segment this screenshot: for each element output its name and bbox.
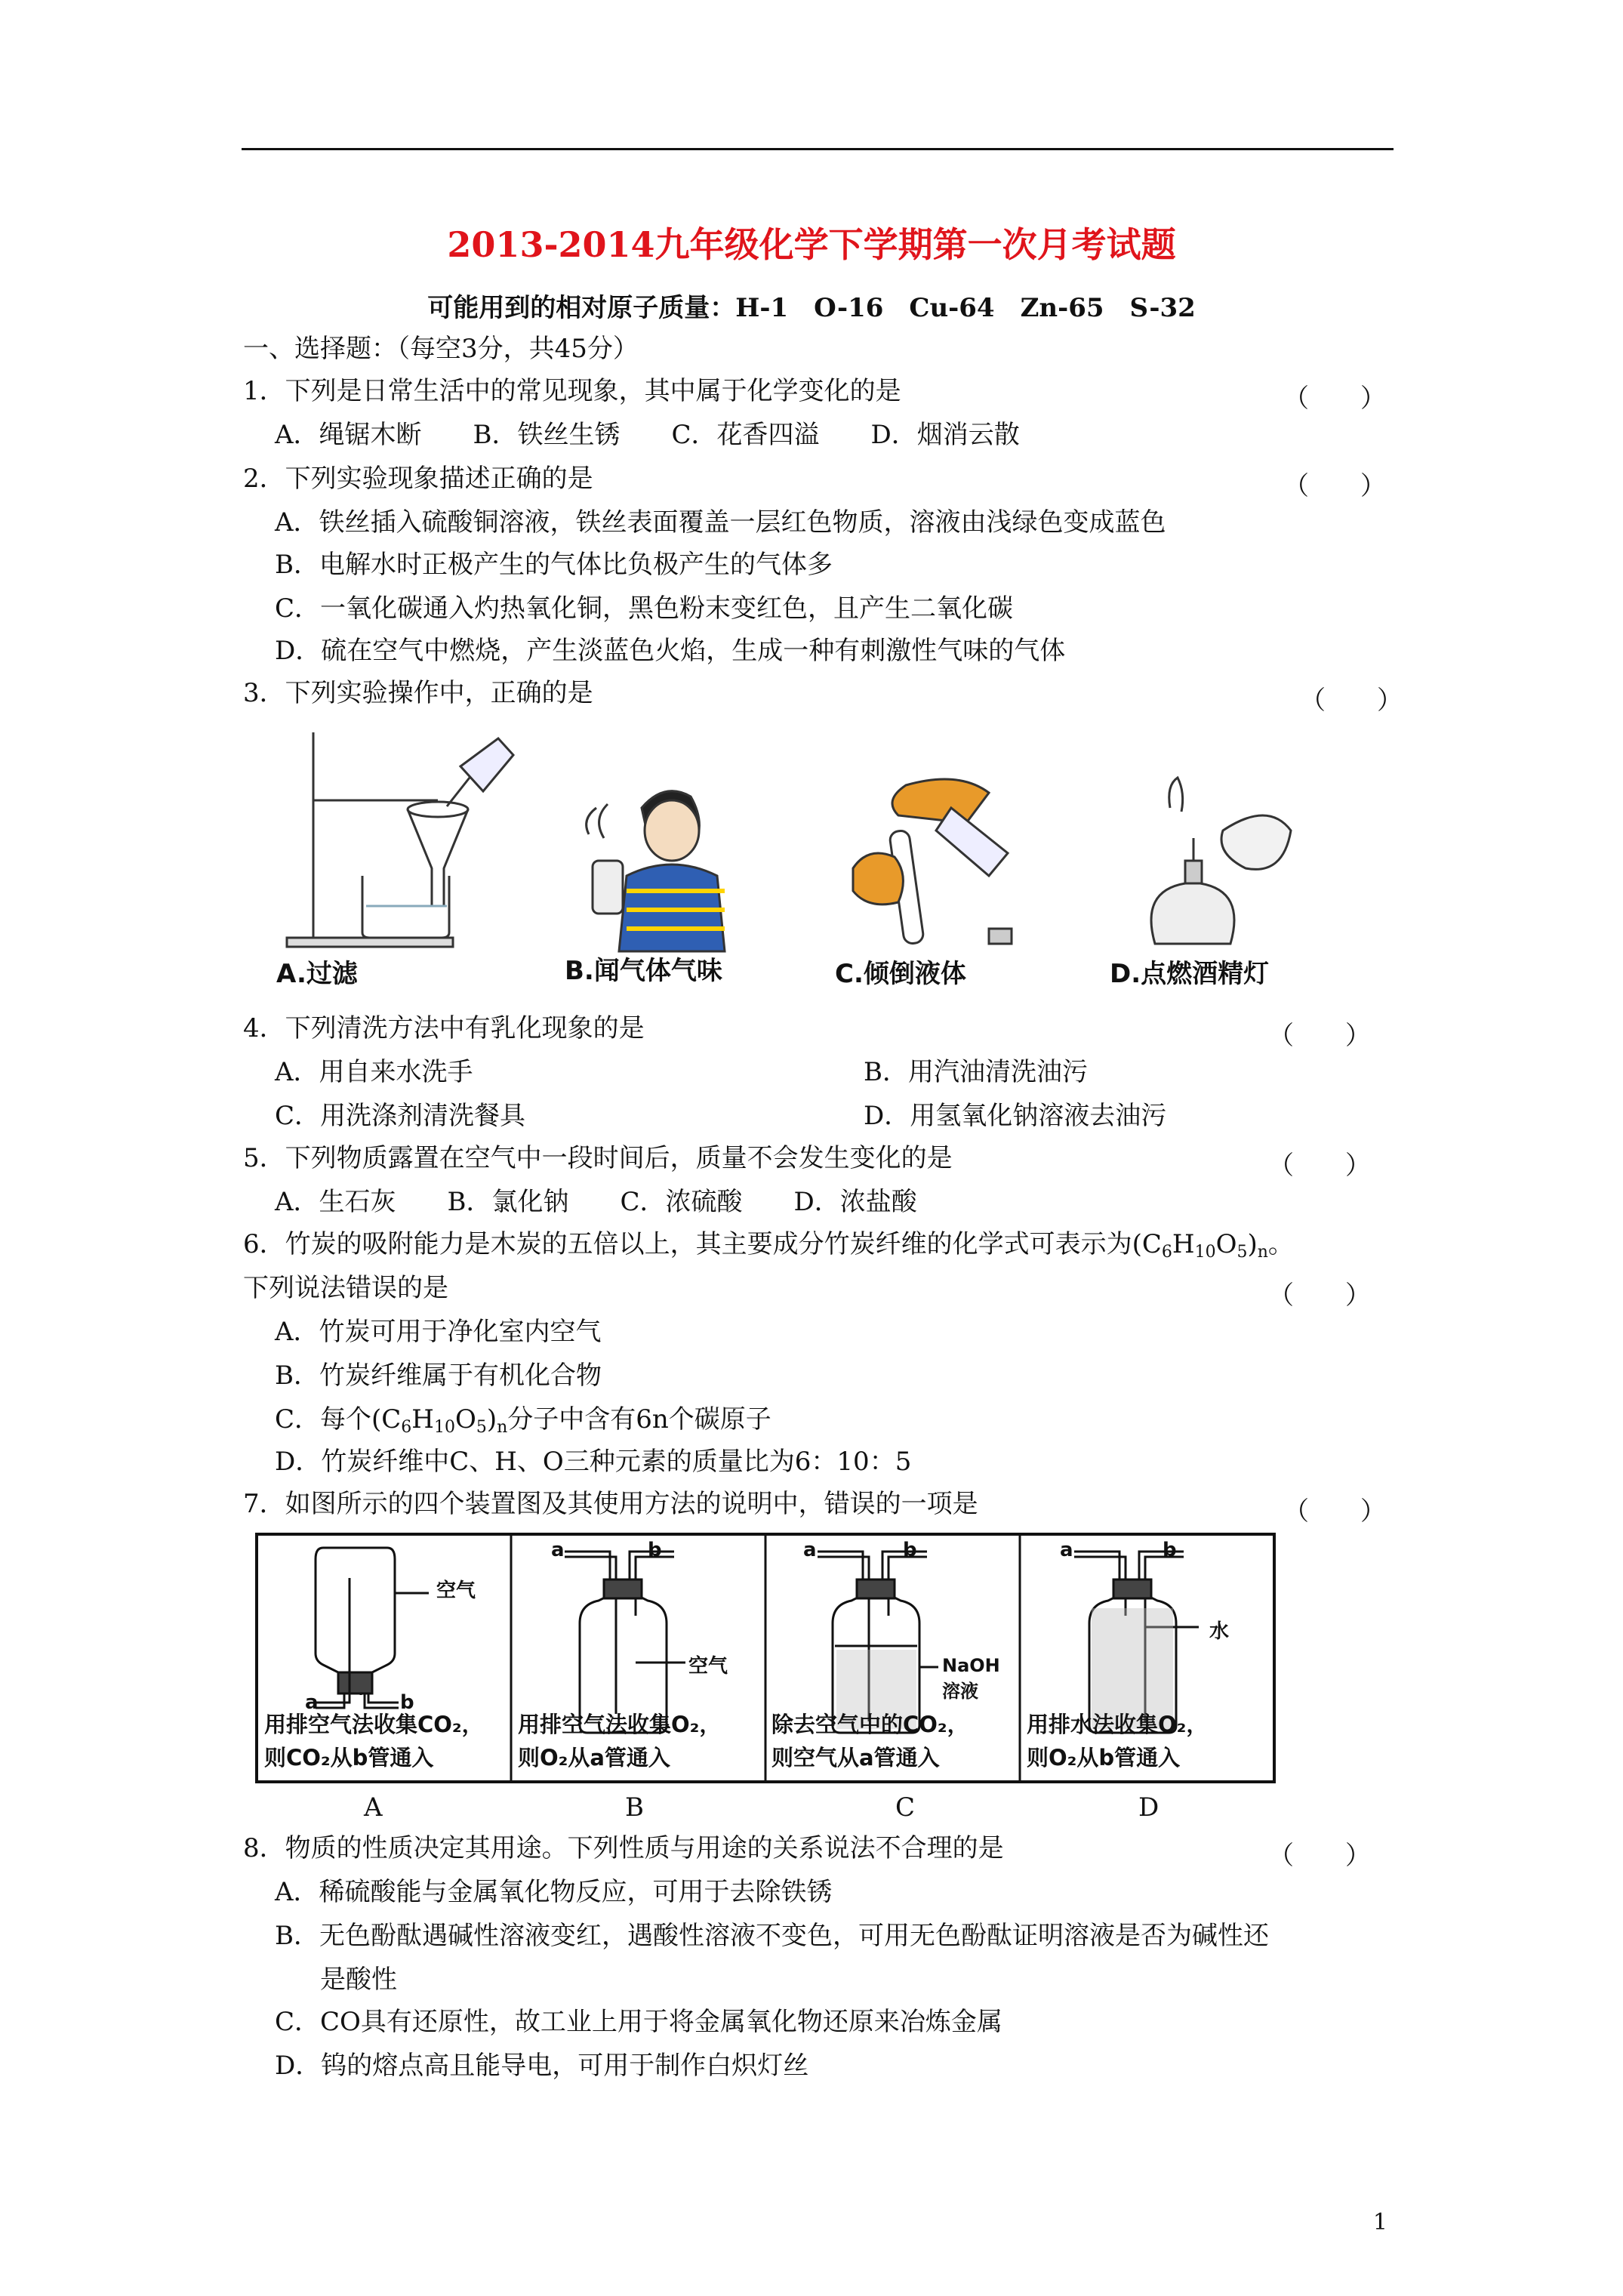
section-heading: 一、选择题：（每空3分，共45分）	[243, 334, 639, 364]
smell-gas-figure	[566, 778, 732, 951]
label-b-d: b	[1163, 1539, 1177, 1561]
q7-box-b-line1: 用排空气法收集O₂，	[518, 1712, 722, 1737]
q7-stem: 7．如图所示的四个装置图及其使用方法的说明中，错误的一项是	[243, 1489, 978, 1519]
q4-answer-blank: （ ）	[1268, 1021, 1371, 1051]
q5-stem: 5．下列物质露置在空气中一段时间后，质量不会发生变化的是	[243, 1143, 953, 1173]
q4-option-a: A．用自来水洗手	[275, 1057, 473, 1087]
q2-option-c: C．一氧化碳通入灼热氧化铜，黑色粉末变红色，且产生二氧化碳	[275, 593, 1014, 624]
q8-stem: 8．物质的性质决定其用途。下列性质与用途的关系说法不合理的是	[243, 1833, 1004, 1863]
q2-option-d: D．硫在空气中燃烧，产生淡蓝色火焰，生成一种有刺激性气味的气体	[275, 636, 1066, 666]
q7-box-d-line2: 则O₂从b管通入	[1027, 1745, 1181, 1771]
label-b-b: b	[648, 1539, 662, 1561]
q1-options: A．绳锯木断 B．铁丝生锈 C．花香四溢 D．烟消云散	[275, 420, 1020, 450]
atomic-masses: 可能用到的相对原子质量：H-1 O-16 Cu-64 Zn-65 S-32	[427, 293, 1196, 323]
q8-option-c: C．CO具有还原性，故工业上用于将金属氧化物还原来冶炼金属	[275, 2007, 1002, 2037]
q7-box-c-line2: 则空气从a管通入	[771, 1745, 940, 1771]
q2-option-b: B．电解水时正极产生的气体比负极产生的气体多	[275, 550, 833, 580]
q6-option-c: C．每个$(C_6H_{10}O_5)_n$分子中含有6n个碳原子	[275, 1404, 771, 1437]
label-naoh: NaOH	[942, 1655, 1000, 1676]
filtration-figure	[272, 725, 521, 951]
q7-letter-b: B	[625, 1792, 644, 1823]
q7-box-d-line1: 用排水法收集O₂，	[1027, 1712, 1209, 1737]
q7-box-a-line2: 则CO₂从b管通入	[264, 1745, 434, 1771]
q8-option-b: B．无色酚酞遇碱性溶液变红，遇酸性溶液不变色，可用无色酚酞证明溶液是否为碱性还	[275, 1921, 1269, 1951]
alcohol-lamp-figure	[1125, 770, 1306, 951]
q4-option-d: D．用氢氧化钠溶液去油污	[864, 1101, 1167, 1131]
label-b-c: b	[903, 1539, 917, 1561]
label-b-a: b	[400, 1691, 414, 1714]
label-a-a: a	[305, 1691, 319, 1714]
label-air-a: 空气	[436, 1579, 476, 1602]
q6-stem-2: 下列说法错误的是	[243, 1273, 448, 1303]
q2-answer-blank: （ ）	[1283, 471, 1386, 501]
q7-box-a-line1: 用排空气法收集CO₂，	[264, 1712, 484, 1737]
q2-stem: 2．下列实验现象描述正确的是	[243, 464, 593, 494]
q5-answer-blank: （ ）	[1268, 1151, 1371, 1181]
label-solution: 溶液	[942, 1681, 978, 1702]
q8-option-a: A．稀硫酸能与金属氧化物反应，可用于去除铁锈	[275, 1877, 833, 1907]
q8-answer-blank: （ ）	[1268, 1841, 1371, 1871]
page-number: 1	[1372, 2209, 1387, 2236]
q1-answer-blank: （ ）	[1283, 384, 1386, 414]
q1-stem: 1．下列是日常生活中的常见现象，其中属于化学变化的是	[243, 376, 901, 406]
q6-option-a: A．竹炭可用于净化室内空气	[275, 1317, 602, 1347]
q3-caption-c: C.倾倒液体	[835, 959, 966, 989]
q6-option-d: D．竹炭纤维中C、H、O三种元素的质量比为6：10：5	[275, 1447, 912, 1477]
q3-caption-d: D.点燃酒精灯	[1110, 959, 1270, 989]
q8-option-d: D．钨的熔点高且能导电，可用于制作白炽灯丝	[275, 2051, 809, 2081]
q3-stem: 3．下列实验操作中，正确的是	[243, 678, 593, 708]
q3-answer-blank: （ ）	[1300, 686, 1403, 716]
label-air-b: 空气	[688, 1655, 728, 1678]
label-water: 水	[1209, 1620, 1230, 1643]
q7-letter-a: A	[364, 1792, 383, 1823]
label-a-d: a	[1060, 1539, 1073, 1561]
q3-caption-a: A.过滤	[276, 959, 358, 989]
q7-answer-blank: （ ）	[1283, 1496, 1386, 1527]
label-a-b: a	[551, 1539, 565, 1561]
q4-option-c: C．用洗涤剂清洗餐具	[275, 1101, 526, 1131]
q3-caption-b: B.闻气体气味	[565, 956, 722, 986]
q7-box-b-line2: 则O₂从a管通入	[518, 1745, 670, 1771]
header-rule	[242, 148, 1394, 150]
label-a-c: a	[803, 1539, 817, 1561]
q2-option-a: A．铁丝插入硫酸铜溶液，铁丝表面覆盖一层红色物质，溶液由浅绿色变成蓝色	[275, 507, 1166, 538]
q5-options: A．生石灰 B．氯化钠 C．浓硫酸 D．浓盐酸	[275, 1187, 917, 1217]
q6-answer-blank: （ ）	[1268, 1281, 1371, 1311]
q7-letter-d: D	[1138, 1792, 1160, 1823]
pour-liquid-figure	[838, 770, 1034, 959]
q6-stem: 6．竹炭的吸附能力是木炭的五倍以上，其主要成分竹炭纤维的化学式可表示为$(C_6H_{10}O_5)_n$。	[243, 1229, 1294, 1262]
q6-option-b: B．竹炭纤维属于有机化合物	[275, 1361, 602, 1391]
q7-box-c-line1: 除去空气中的CO₂，	[771, 1712, 969, 1737]
page-title: 2013-2014九年级化学下学期第一次月考试题	[447, 224, 1176, 265]
q7-letter-c: C	[895, 1792, 916, 1823]
q4-stem: 4．下列清洗方法中有乳化现象的是	[243, 1013, 645, 1043]
q8-option-b-cont: 是酸性	[320, 1965, 397, 1995]
q4-option-b: B．用汽油清洗油污	[864, 1057, 1088, 1087]
